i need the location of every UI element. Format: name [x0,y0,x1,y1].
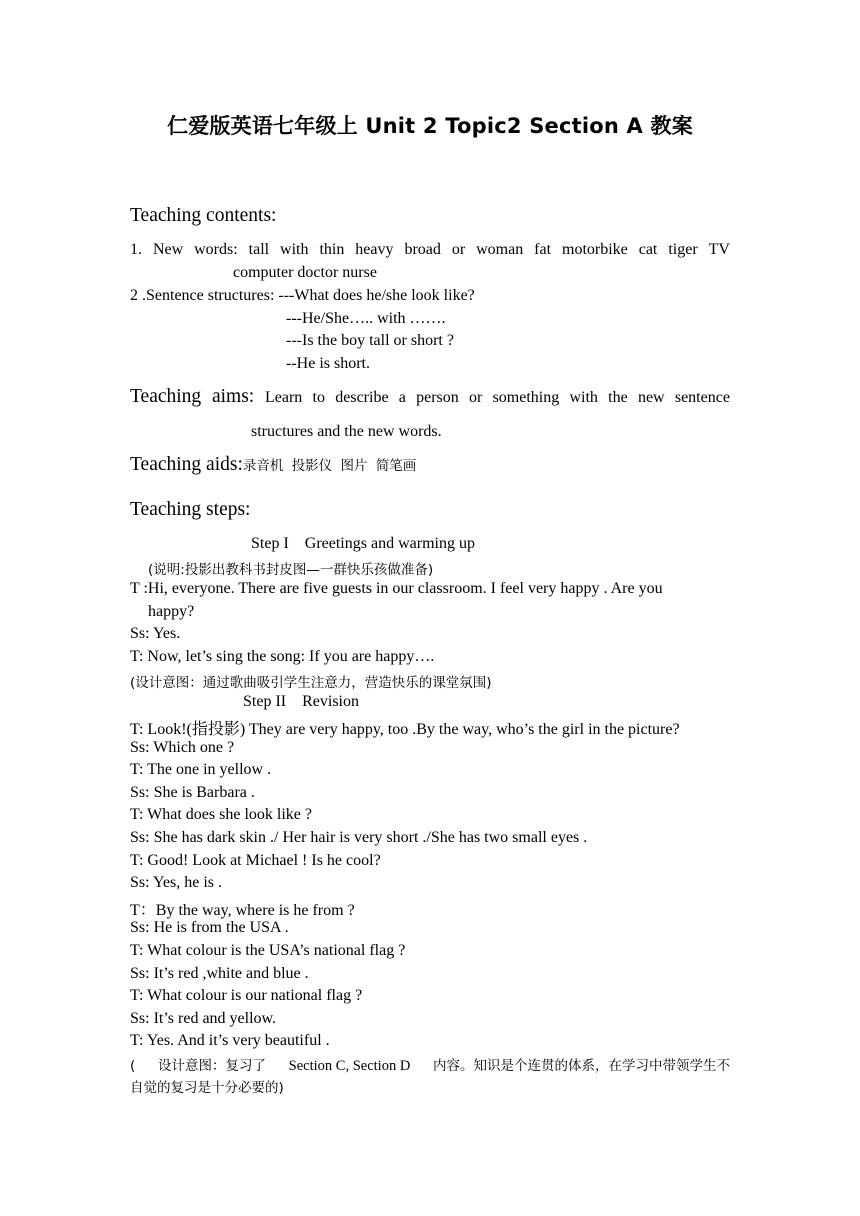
aims-word: person [416,389,459,406]
contents-item-1-word: words: [194,241,238,258]
sentence-structure-4: --He is short. [286,355,370,372]
dialogue-line: Ss: She is Barbara . [130,784,255,801]
sentence-structure-2: ---He/She….. with ……. [286,310,446,327]
step-2-intent-part: 设计意图：复习了 [157,1058,266,1074]
dialogue-line: Ss: It’s red ,white and blue . [130,965,309,982]
step-2-intent-part: Section C, Section D [288,1058,411,1074]
dialogue-line: T: The one in yellow . [130,761,272,778]
dialogue-line: T: What does she look like ? [130,806,312,823]
step-1-students-line-1: Ss: Yes. [130,625,181,642]
contents-item-1-word: New [152,241,184,258]
contents-item-1-continued: computer doctor nurse [233,264,377,281]
aims-text [265,389,730,407]
aims-word: the [608,389,628,406]
dialogue-line: Ss: She has dark skin ./ Her hair is very short ./She has two small eyes . [130,829,588,846]
step-2-intent-part: ( [130,1058,136,1074]
dialogue-line: T: What colour is the USA’s national flag ? [130,942,406,959]
contents-item-1-word: thin [319,241,345,258]
sentence-structure-3: ---Is the boy tall or short ? [286,332,454,349]
dialogue-line: T: Good! Look at Michael ! Is he cool? [130,852,381,869]
aims-label: Teaching [130,386,202,407]
aims-word: something [492,389,560,406]
contents-item-1-word: broad [404,241,441,258]
teaching-steps-heading: Teaching steps: [130,499,251,520]
dialogue-line: T: What colour is our national flag ? [130,987,363,1004]
teaching-contents-heading: Teaching contents: [130,205,277,226]
contents-item-1-word: 1. [130,241,142,258]
aims-word: describe [335,389,389,406]
aims-word: Learn [265,389,303,406]
contents-item-1-word: tall [248,241,270,258]
teaching-aims [130,386,730,408]
step-1-teacher-line-1-continued: happy? [148,603,195,620]
aids-value: 录音机 投影仪 图片 简笔画 [242,458,417,474]
aims-word: a [398,389,406,406]
step-2-design-intent [130,1054,730,1075]
dialogue-line: Ss: Yes, he is . [130,874,223,891]
step-1-teacher-line-2: T: Now, let’s sing the song: If you are happy…. [130,648,435,665]
dialogue-line: T：By the way, where is he from ? [130,902,355,919]
document-title: 仁爱版英语七年级上 Unit 2 Topic2 Section A 教案 [167,114,693,138]
contents-item-1-word: fat [534,241,552,258]
aims-text-continued: structures and the new words. [251,423,442,440]
contents-item-2: 2 .Sentence structures: ---What does he/she look like? [130,287,475,304]
aims-word: sentence [674,389,730,406]
step-1-title: Step I Greetings and warming up [251,535,475,552]
dialogue-line: Ss: He is from the USA . [130,919,289,936]
aims-word: new [637,389,665,406]
teaching-aids [130,454,416,476]
aims-word: to [312,389,325,406]
aids-label: Teaching aids: [130,454,243,475]
aims-word: with [569,389,598,406]
contents-item-1-word: woman [476,241,524,258]
aims-label-2: aims: [211,386,255,407]
contents-item-1-word: heavy [355,241,394,258]
step-1-note: (说明:投影出教科书封皮图—一群快乐孩做准备) [148,562,434,578]
step-1-teacher-line-1: T :Hi, everyone. There are five guests in our classroom. I feel very happy . Are you [130,580,663,597]
contents-item-1-word: TV [708,241,730,258]
dialogue-line: T: Look!(指投影) They are very happy, too .By the way, who’s the girl in the picture? [130,721,680,738]
step-2-title: Step II Revision [243,693,359,710]
aims-word: or [469,389,483,406]
dialogue-line: T: Yes. And it’s very beautiful . [130,1032,330,1049]
contents-item-1-word: with [280,241,309,258]
step-1-design-intent: (设计意图：通过歌曲吸引学生注意力，营造快乐的课堂氛围) [130,675,492,691]
dialogue-line: Ss: Which one ? [130,739,235,756]
contents-item-1 [130,241,730,259]
contents-item-1-word: cat [638,241,658,258]
step-2-design-intent-continued: 自觉的复习是十分必要的) [130,1080,284,1096]
contents-item-1-word: motorbike [562,241,628,258]
step-2-intent-part: 内容。知识是个连贯的体系，在学习中带领学生不 [432,1058,730,1074]
dialogue-line: Ss: It’s red and yellow. [130,1010,277,1027]
contents-item-1-word: tiger [668,241,698,258]
contents-item-1-word: or [451,241,466,258]
